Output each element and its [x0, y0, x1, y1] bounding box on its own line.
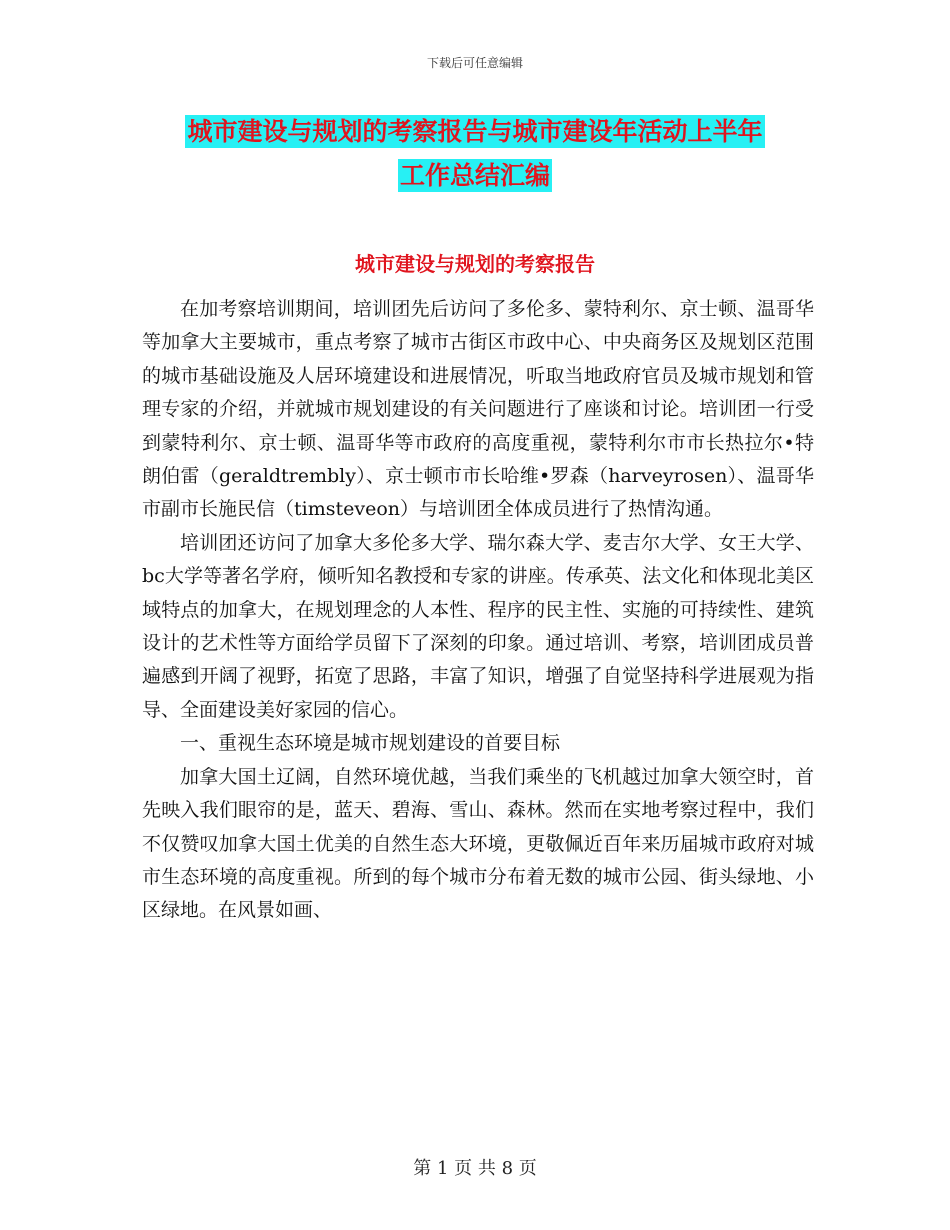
document-title-line-2: 工作总结汇编 — [399, 161, 550, 190]
document-title — [140, 110, 810, 198]
body-paragraph: 在加考察培训期间，培训团先后访问了多伦多、蒙特利尔、京士顿、温哥华等加拿大主要城市，重点考察了城市古街区市政中心、中央商务区及规划区范围的城市基础设施及人居环境建设和进展情况，听取当地政府官员及城市规划和管理专家的介绍，并就城市规划建设的有关问题进行了座谈和讨论。培训团一行受到蒙特利尔、京士顿、温哥华等市政府的高度重视，蒙特利尔市市长热拉尔•特朗伯雷（geraldtrembly）、京士顿市市长哈维•罗森（harveyrosen）、温哥华市副市长施民信（timsteveon）与培训团全体成员进行了热情沟通。 — [142, 298, 814, 521]
header-note: 下载后可任意编辑 — [426, 56, 523, 70]
page-number: 第 1 页 共 8 页 — [413, 1158, 537, 1179]
document-body — [142, 293, 814, 928]
section-title: 城市建设与规划的考察报告 — [355, 252, 595, 276]
body-paragraph: 加拿大国土辽阔，自然环境优越，当我们乘坐的飞机越过加拿大领空时，首先映入我们眼帘的是，蓝天、碧海、雪山、森林。然而在实地考察过程中，我们不仅赞叹加拿大国土优美的自然生态大环境，更敬佩近百年来历届城市政府对城市生态环境的高度重视。所到的每个城市分布着无数的城市公园、街头绿地、小区绿地。在风景如画、 — [142, 765, 814, 922]
document-title-line-1: 城市建设与规划的考察报告与城市建设年活动上半年 — [187, 117, 763, 146]
section-heading: 一、重视生态环境是城市规划建设的首要目标 — [180, 732, 561, 755]
body-paragraph: 培训团还访问了加拿大多伦多大学、瑞尔森大学、麦吉尔大学、女王大学、bc大学等著名学府，倾听知名教授和专家的讲座。传承英、法文化和体现北美区域特点的加拿大，在规划理念的人本性、程序的民主性、实施的可持续性、建筑设计的艺术性等方面给学员留下了深刻的印象。通过培训、考察，培训团成员普遍感到开阔了视野，拓宽了思路，丰富了知识，增强了自觉坚持科学进展观为指导、全面建设美好家园的信心。 — [142, 531, 814, 721]
